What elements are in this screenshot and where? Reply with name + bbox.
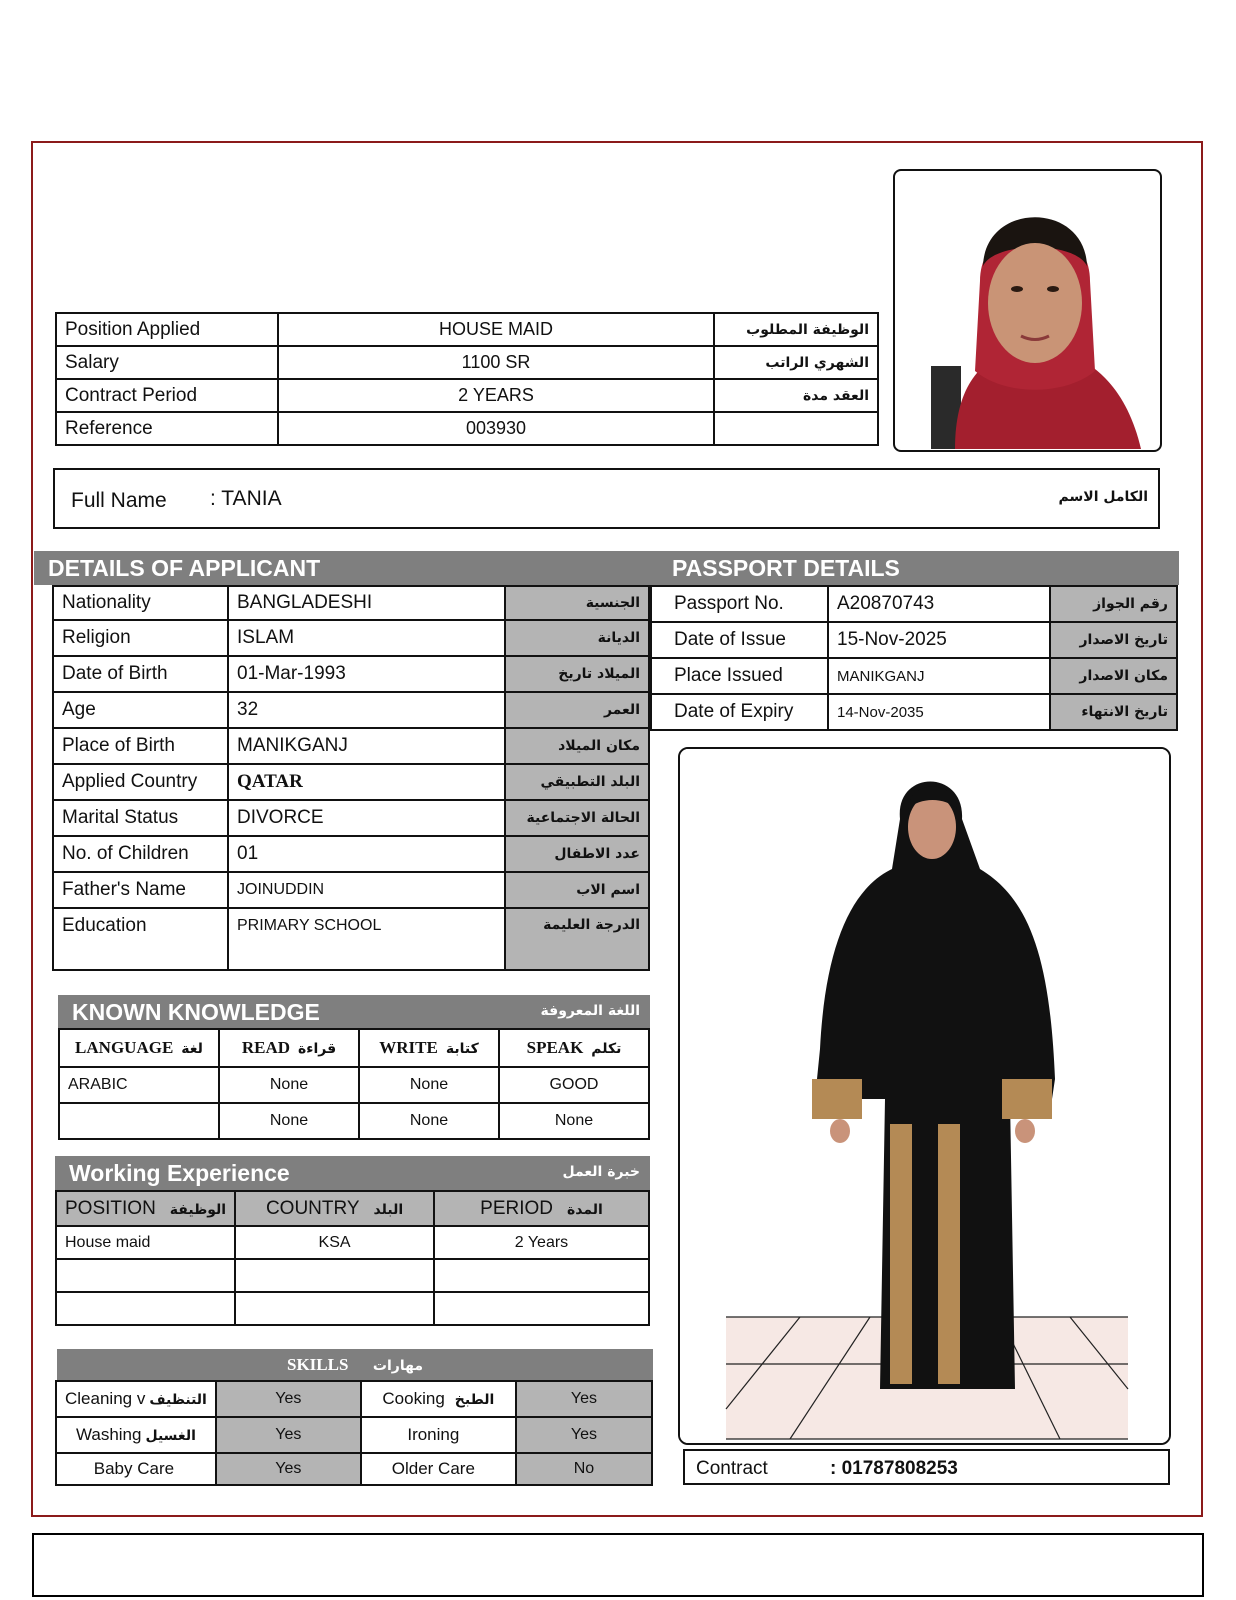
applicant-value: 32 — [228, 692, 505, 728]
applicant-arabic: الديانة — [505, 620, 649, 656]
skill-label-en: Cleaning v — [65, 1389, 146, 1408]
applicant-label: Education — [53, 908, 228, 970]
knowledge-cell: None — [359, 1103, 499, 1139]
knowledge-cell — [59, 1103, 219, 1139]
passport-value: MANIKGANJ — [828, 658, 1050, 694]
position-arabic — [714, 412, 878, 445]
experience-header-cell — [56, 1191, 235, 1226]
skill-label-ar: التنظيف — [149, 1392, 207, 1408]
passport-value: 15-Nov-2025 — [828, 622, 1050, 658]
experience-header-cell — [434, 1191, 649, 1226]
position-arabic: الوظيفة المطلوب — [714, 313, 878, 346]
experience-cell — [235, 1292, 434, 1325]
skill-value: Yes — [516, 1381, 652, 1417]
full-body-image — [680, 749, 1169, 1443]
position-label: Position Applied — [56, 313, 278, 346]
knowledge-header-bar — [58, 995, 650, 1028]
passport-arabic: مكان الاصدار — [1050, 658, 1177, 694]
skill-value: No — [516, 1453, 652, 1485]
experience-cell: 2 Years — [434, 1226, 649, 1259]
experience-cell: KSA — [235, 1226, 434, 1259]
details-header-bar — [34, 551, 1179, 585]
experience-cell — [434, 1259, 649, 1292]
applicant-label: Marital Status — [53, 800, 228, 836]
position-value: HOUSE MAID — [278, 313, 714, 346]
experience-cell — [434, 1292, 649, 1325]
knowledge-header-cell — [219, 1029, 359, 1067]
applicant-row — [53, 692, 649, 728]
applicant-value: BANGLADESHI — [228, 586, 505, 620]
passport-row — [651, 658, 1177, 694]
skill-value: Yes — [216, 1453, 361, 1485]
skills-arabic: مهارات — [372, 1358, 423, 1374]
experience-header-en: PERIOD — [480, 1197, 553, 1219]
applicant-row — [53, 728, 649, 764]
applicant-arabic: عدد الاطفال — [505, 836, 649, 872]
skills-header-bar — [57, 1349, 653, 1380]
applicant-row — [53, 586, 649, 620]
knowledge-table — [58, 1028, 650, 1140]
skills-title: SKILLS — [287, 1355, 349, 1374]
knowledge-row — [59, 1103, 649, 1139]
skill-label-en: Baby Care — [93, 1459, 175, 1478]
passport-title: PASSPORT DETAILS — [672, 555, 900, 581]
full-body-photo — [678, 747, 1171, 1445]
position-value: 2 YEARS — [278, 379, 714, 412]
applicant-table — [52, 585, 650, 971]
position-row — [56, 346, 878, 379]
experience-title: Working Experience — [69, 1160, 290, 1186]
position-table — [55, 312, 879, 446]
skill-label-en: Older Care — [391, 1459, 475, 1478]
applicant-row — [53, 764, 649, 800]
full-name-label: Full Name — [71, 489, 167, 512]
position-arabic: العقد مدة — [714, 379, 878, 412]
experience-header-ar: الوظيفة — [169, 1201, 227, 1218]
passport-arabic: رقم الجواز — [1050, 586, 1177, 622]
skills-table — [55, 1380, 653, 1486]
contact-label: Contract — [696, 1458, 768, 1479]
applicant-row — [53, 872, 649, 908]
skill-label-ar: الغسيل — [145, 1428, 196, 1444]
experience-cell: House maid — [56, 1226, 235, 1259]
contact-value: : 01787808253 — [830, 1458, 958, 1479]
knowledge-arabic: اللغة المعروفة — [540, 1003, 640, 1019]
skill-label — [361, 1453, 516, 1485]
bottom-empty-box — [32, 1533, 1204, 1597]
experience-cell — [235, 1259, 434, 1292]
skill-label-en: Ironing — [407, 1425, 460, 1444]
skill-label — [361, 1417, 516, 1453]
experience-header-ar: المدة — [567, 1201, 603, 1218]
applicant-value: DIVORCE — [228, 800, 505, 836]
experience-cell — [56, 1292, 235, 1325]
experience-table — [55, 1190, 650, 1326]
passport-value: 14-Nov-2035 — [828, 694, 1050, 730]
applicant-value: PRIMARY SCHOOL — [228, 908, 505, 970]
applicant-label: Date of Birth — [53, 656, 228, 692]
skills-row — [56, 1417, 652, 1453]
experience-header-bar — [55, 1156, 650, 1190]
applicant-arabic: العمر — [505, 692, 649, 728]
experience-header-row — [56, 1191, 649, 1226]
knowledge-cell: ARABIC — [59, 1067, 219, 1103]
knowledge-cell: None — [219, 1103, 359, 1139]
position-value: 003930 — [278, 412, 714, 445]
position-arabic: الشهري الراتب — [714, 346, 878, 379]
applicant-label: Applied Country — [53, 764, 228, 800]
passport-label: Date of Expiry — [651, 694, 828, 730]
headshot-image — [895, 171, 1160, 450]
experience-header-ar: البلد — [373, 1201, 404, 1218]
passport-row — [651, 622, 1177, 658]
experience-arabic: خبرة العمل — [562, 1164, 640, 1180]
applicant-row — [53, 656, 649, 692]
applicant-value: 01-Mar-1993 — [228, 656, 505, 692]
knowledge-header-ar: كتابة — [445, 1041, 479, 1057]
position-label: Reference — [56, 412, 278, 445]
passport-arabic: تاريخ الاصدار — [1050, 622, 1177, 658]
experience-header-en: COUNTRY — [265, 1197, 360, 1219]
skill-label-en: Cooking — [382, 1389, 445, 1408]
skill-value: Yes — [216, 1381, 361, 1417]
skill-value: Yes — [216, 1417, 361, 1453]
experience-row — [56, 1226, 649, 1259]
knowledge-header-cell — [59, 1029, 219, 1067]
knowledge-row — [59, 1067, 649, 1103]
skill-label — [361, 1381, 516, 1417]
knowledge-cell: None — [499, 1103, 649, 1139]
passport-row — [651, 586, 1177, 622]
headshot-photo — [893, 169, 1162, 452]
applicant-value: ISLAM — [228, 620, 505, 656]
experience-header-en: POSITION — [65, 1197, 156, 1219]
skill-label — [56, 1453, 216, 1485]
knowledge-header-en: LANGUAGE — [75, 1038, 174, 1057]
knowledge-header-ar: قراءة — [298, 1041, 337, 1057]
knowledge-header-cell — [359, 1029, 499, 1067]
knowledge-header-en: READ — [241, 1038, 291, 1057]
passport-label: Date of Issue — [651, 622, 828, 658]
applicant-value: QATAR — [228, 764, 505, 800]
applicant-arabic: اسم الاب — [505, 872, 649, 908]
experience-row — [56, 1292, 649, 1325]
knowledge-header-ar: لغة — [181, 1041, 203, 1057]
experience-row — [56, 1259, 649, 1292]
applicant-label: Age — [53, 692, 228, 728]
contact-box — [683, 1449, 1170, 1485]
position-row — [56, 313, 878, 346]
passport-arabic: تاريخ الانتهاء — [1050, 694, 1177, 730]
position-row — [56, 379, 878, 412]
applicant-arabic: الجنسية — [505, 586, 649, 620]
position-value: 1100 SR — [278, 346, 714, 379]
passport-row — [651, 694, 1177, 730]
passport-label: Passport No. — [651, 586, 828, 622]
applicant-label: Place of Birth — [53, 728, 228, 764]
applicant-arabic: الميلاد تاريخ — [505, 656, 649, 692]
applicant-arabic: البلد التطبيقي — [505, 764, 649, 800]
applicant-arabic: مكان الميلاد — [505, 728, 649, 764]
full-name-arabic: الكامل الاسم — [1058, 489, 1148, 505]
passport-value: A20870743 — [828, 586, 1050, 622]
skill-label — [56, 1381, 216, 1417]
skills-row — [56, 1453, 652, 1485]
applicant-row — [53, 908, 649, 970]
knowledge-cell: GOOD — [499, 1067, 649, 1103]
knowledge-header-ar: تكلم — [591, 1041, 622, 1057]
applicant-value: JOINUDDIN — [228, 872, 505, 908]
applicant-label: Nationality — [53, 586, 228, 620]
applicant-arabic: الحالة الاجتماعية — [505, 800, 649, 836]
experience-header-cell — [235, 1191, 434, 1226]
knowledge-header-en: SPEAK — [526, 1038, 584, 1057]
knowledge-cell: None — [359, 1067, 499, 1103]
full-name-box — [53, 468, 1160, 529]
skill-value: Yes — [516, 1417, 652, 1453]
skill-label-ar: الطبخ — [454, 1392, 495, 1408]
details-title: DETAILS OF APPLICANT — [48, 555, 321, 581]
applicant-label: No. of Children — [53, 836, 228, 872]
applicant-row — [53, 800, 649, 836]
knowledge-header-en: WRITE — [379, 1038, 438, 1057]
applicant-label: Father's Name — [53, 872, 228, 908]
position-row — [56, 412, 878, 445]
full-name-value: : TANIA — [210, 487, 282, 510]
position-label: Contract Period — [56, 379, 278, 412]
passport-table — [650, 585, 1178, 731]
passport-label: Place Issued — [651, 658, 828, 694]
knowledge-header-cell — [499, 1029, 649, 1067]
applicant-row — [53, 836, 649, 872]
position-label: Salary — [56, 346, 278, 379]
skill-label — [56, 1417, 216, 1453]
knowledge-cell: None — [219, 1067, 359, 1103]
applicant-arabic: الدرجة العليمة — [505, 908, 649, 970]
applicant-row — [53, 620, 649, 656]
applicant-value: 01 — [228, 836, 505, 872]
skill-label-en: Washing — [75, 1425, 142, 1444]
knowledge-title: KNOWN KNOWLEDGE — [72, 999, 320, 1025]
applicant-value: MANIKGANJ — [228, 728, 505, 764]
skills-row — [56, 1381, 652, 1417]
knowledge-header-row — [59, 1029, 649, 1067]
applicant-label: Religion — [53, 620, 228, 656]
experience-cell — [56, 1259, 235, 1292]
